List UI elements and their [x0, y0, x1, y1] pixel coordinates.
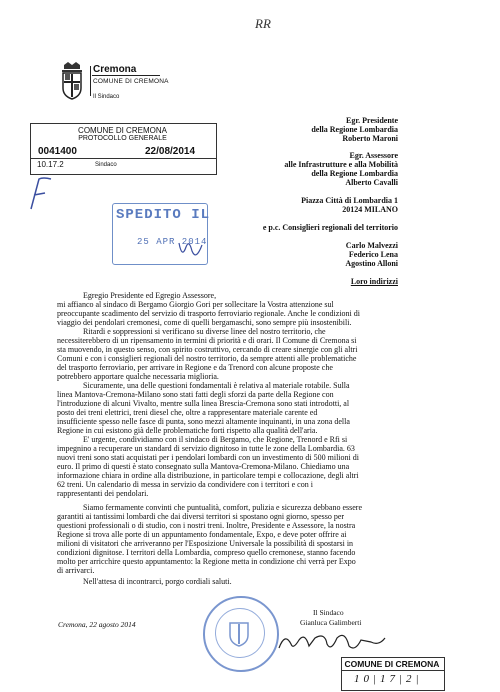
protocol-subheader: PROTOCOLLO GENERALE [78, 135, 167, 142]
signatory-name: Gianluca Galimberti [300, 618, 362, 627]
place-date: Cremona, 22 agosto 2014 [58, 620, 136, 629]
recipient-address: 20124 MILANO [342, 205, 398, 214]
addresses-note: Loro indirizzi [350, 277, 398, 286]
body-line: molto per arricchire questo appuntamento: la Regione metta in condizione chi verrà per Expo [57, 557, 356, 566]
signatory-role: Il Sindaco [313, 608, 344, 617]
body-line: sta muovendo, in questo senso, con spirito costruttivo, cercando di creare sinergie con gli altri [57, 345, 358, 354]
handwritten-initials: RR [255, 16, 271, 31]
body-line: posto dei treni elettrici, treni diesel che, oltre a rappresentare materiale carente ed [57, 408, 318, 417]
body-line: condizioni dignitose. I territori della Lombardia, compreso quello cremonese, stanno facendo [57, 548, 356, 557]
handwritten-mark [25, 175, 55, 211]
recipient-line: della Regione Lombardia [311, 169, 398, 178]
body-line: viaggio dei pendolari cremonesi, come di quelli bergamaschi, sono sempre più insostenibili. [57, 318, 352, 327]
body-line: nuovi treni sono stati acquistati per i pendolari lombardi con un investimento di 500 milioni di [57, 453, 359, 462]
body-line: l'introduzione di alcuni Vivalto, mentre sulla linea Brescia-Cremona sono stati introdotti, al [57, 399, 350, 408]
recipient-line: alle Infrastrutture e alla Mobilità [284, 160, 398, 169]
body-line: del trasporto ferroviario, per arrivare in Regione e da Trenord con alcune proposte che [57, 363, 333, 372]
seal-crest-icon [228, 619, 250, 647]
body-line: questioni professionali o di studio, con i nostri treni. Inoltre, Presidente e Assessore, la nostra [57, 521, 356, 530]
letterhead-divider [90, 66, 91, 96]
letterhead-underline [92, 75, 160, 76]
archive-stamp-divider [341, 670, 445, 671]
body-line: rappresentanti dei pendolari. [57, 489, 149, 498]
letterhead-office: Il Sindaco [93, 94, 120, 100]
cc-recipient: Carlo Malvezzi [345, 241, 398, 250]
body-line: 62 treni. Un calendario di messa in servizio da condividere con i territori e con i [57, 480, 313, 489]
body-line: preoccupante scadimento del servizio di trasporto ferroviario regionale. Anche le condizioni di [57, 309, 360, 318]
coat-of-arms-icon [60, 62, 84, 100]
recipient-line: Alberto Cavalli [345, 178, 398, 187]
body-line: linea Mantova-Cremona-Milano sono stati fatti degli sforzi da parte della Regione con [57, 390, 334, 399]
protocol-number: 0041400 [38, 146, 77, 157]
closing-line: Nell'attesa di incontrarci, porgo cordiali saluti. [83, 577, 232, 586]
stamp-signature [176, 233, 206, 263]
protocol-header: COMUNE DI CREMONA [78, 126, 167, 135]
sent-stamp-date: 25 APR 2014 [137, 237, 208, 247]
protocol-office: Sindaco [95, 162, 117, 168]
cc-recipient: Federico Lena [348, 250, 398, 259]
cc-recipient: Agostino Alloni [345, 259, 398, 268]
body-line: E' urgente, condividiamo con il sindaco di Bergamo, che Regione, Trenord e Rfi si [83, 435, 348, 444]
body-line: potrebbero apportare qualche necessaria miglioria. [57, 372, 219, 381]
sent-stamp-label: SPEDITO IL [116, 207, 211, 223]
body-line: euro. Il primo di questi è stato consegnato sulla Mantova-Cremona-Milano. Chiediamo una [57, 462, 350, 471]
body-line: necessiterebbero di un ripensamento in termini di priorità e di orari. Il Comune di Cremona si [57, 336, 357, 345]
body-line: Ritardi e soppressioni si verificano su diverse linee del nostro territorio, che [83, 327, 326, 336]
recipient-address: Piazza Città di Lombardia 1 [301, 196, 398, 205]
body-line: Siamo fermamente convinti che puntualità, comfort, pulizia e sicurezza debbano essere [83, 503, 362, 512]
body-line: informazione chiara in ordine alla distribuzione, in particolare tempi e collocazione, degli altri [57, 471, 359, 480]
protocol-divider [30, 158, 217, 159]
body-line: mi affianco al sindaco di Bergamo Giorgio Gori per sollecitare la Vostra attenzione sul [57, 300, 334, 309]
recipient-line: Roberto Maroni [342, 134, 398, 143]
protocol-classification: 10.17.2 [37, 160, 64, 169]
archive-stamp-value: 10|17|2| [354, 673, 423, 685]
body-line: di arrivarci. [57, 566, 95, 575]
protocol-date: 22/08/2014 [145, 146, 196, 157]
body-line: Regione in cui esistono già delle problematiche forti rispetto alla qualità dell'aria. [57, 426, 318, 435]
recipient-line: Egr. Assessore [349, 151, 398, 160]
archive-stamp-header: COMUNE DI CREMONA [344, 659, 440, 669]
salutation: Egregio Presidente ed Egregio Assessore, [83, 291, 217, 300]
letterhead-title: Cremona [93, 64, 137, 75]
body-line: Comuni e con i consiglieri regionali del nostro territorio, da sempre attenti alle problematiche [57, 354, 357, 363]
body-line: impegnino a recuperare un standard di servizio dignitoso in tutte le zone della Lombardia. 63 [57, 444, 355, 453]
recipient-line: Egr. Presidente [346, 116, 398, 125]
body-line: milioni di visitatori che arriveranno per l'Esposizione Universale la possibilità di spostarsi in [57, 539, 354, 548]
handwritten-signature [275, 628, 395, 656]
letterhead-subtitle: COMUNE DI CREMONA [93, 78, 169, 85]
recipient-line: della Regione Lombardia [311, 125, 398, 134]
body-line: garantiti ai tantissimi lombardi che dai diversi territori si spostano ogni giorno, spesso per [57, 512, 345, 521]
body-line: insufficiente spesso nelle fasce di punta, sono mezzi altamente inquinanti, in una zona della [57, 417, 350, 426]
body-line: Sicuramente, una delle questioni fondamentali è relativa al materiale rotabile. Sulla [83, 381, 350, 390]
cc-line: e p.c. Consiglieri regionali del territorio [262, 223, 398, 232]
body-line: Regione si trova alle porte di un appuntamento fondamentale, Expo, e deve poter offrire ai [57, 530, 347, 539]
